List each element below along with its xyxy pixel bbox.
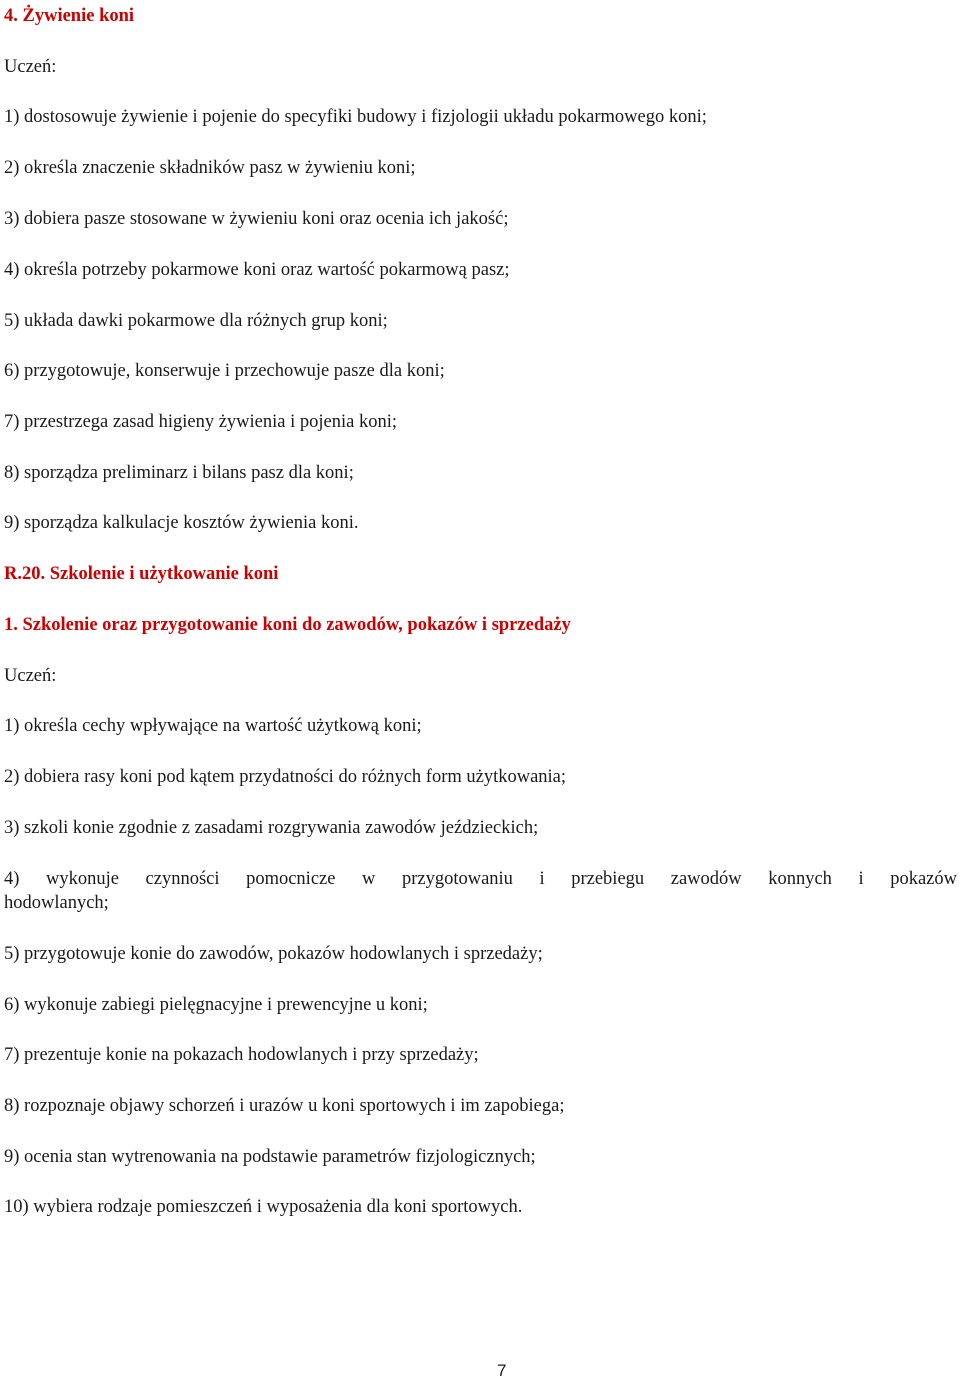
list-item: 3) dobiera pasze stosowane w żywieniu koni oraz ocenia ich jakość; — [4, 209, 509, 229]
section-heading: 4. Żywienie koni — [4, 6, 135, 26]
list-item: 1) określa cechy wpływające na wartość użytkową koni; — [4, 716, 422, 736]
list-item: 5) układa dawki pokarmowe dla różnych grup koni; — [4, 311, 388, 331]
list-item-justified: 4) wykonuje czynności pomocnicze w przygotowaniu i przebiegu zawodów konnych i pokazów — [4, 869, 957, 889]
list-item: 10) wybiera rodzaje pomieszczeń i wyposażenia dla koni sportowych. — [4, 1197, 523, 1217]
student-label: Uczeń: — [4, 666, 57, 686]
list-item: 6) wykonuje zabiegi pielęgnacyjne i prewencyjne u koni; — [4, 995, 428, 1015]
student-label: Uczeń: — [4, 57, 57, 77]
list-item: 4) określa potrzeby pokarmowe koni oraz wartość pokarmową pasz; — [4, 260, 510, 280]
list-item: 7) przestrzega zasad higieny żywienia i pojenia koni; — [4, 412, 397, 432]
list-item: 7) prezentuje konie na pokazach hodowlanych i przy sprzedaży; — [4, 1045, 479, 1065]
list-item: 3) szkoli konie zgodnie z zasadami rozgrywania zawodów jeździeckich; — [4, 818, 539, 838]
list-item: 1) dostosowuje żywienie i pojenie do specyfiki budowy i fizjologii układu pokarmowego koni; — [4, 107, 707, 127]
list-item: 2) określa znaczenie składników pasz w żywieniu koni; — [4, 158, 416, 178]
qualification-title: R.20. Szkolenie i użytkowanie koni — [4, 564, 279, 584]
list-item: 6) przygotowuje, konserwuje i przechowuje pasze dla koni; — [4, 361, 445, 381]
list-item: 8) sporządza preliminarz i bilans pasz dla koni; — [4, 463, 354, 483]
list-item-continuation: hodowlanych; — [4, 893, 109, 913]
page-number: 7 — [497, 1361, 507, 1380]
list-item: 9) sporządza kalkulacje kosztów żywienia koni. — [4, 513, 359, 533]
list-item: 9) ocenia stan wytrenowania na podstawie parametrów fizjologicznych; — [4, 1147, 536, 1167]
list-item: 2) dobiera rasy koni pod kątem przydatności do różnych form użytkowania; — [4, 767, 567, 787]
list-item: 5) przygotowuje konie do zawodów, pokazów hodowlanych i sprzedaży; — [4, 944, 543, 964]
list-item: 8) rozpoznaje objawy schorzeń i urazów u koni sportowych i im zapobiega; — [4, 1096, 565, 1116]
section-heading: 1. Szkolenie oraz przygotowanie koni do zawodów, pokazów i sprzedaży — [4, 615, 571, 635]
